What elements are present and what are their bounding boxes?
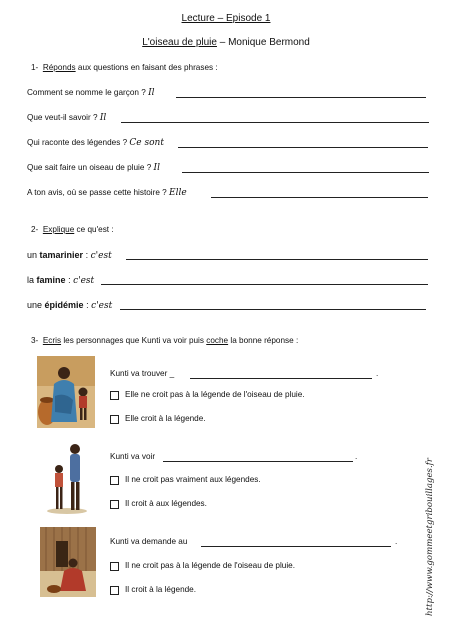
- group1-prompt: Kunti va trouver _: [110, 369, 175, 378]
- group3-option2-label: Il croit à la légende.: [125, 585, 197, 594]
- question-5: A ton avis, où se passe cette histoire ? Elle: [27, 188, 187, 198]
- term-2: la famine : c'est: [27, 275, 95, 286]
- group2-option2-checkbox[interactable]: [110, 500, 119, 509]
- group1-option1-checkbox[interactable]: [110, 391, 119, 400]
- illustration-old-man-hut: [40, 527, 96, 597]
- page-title: Lecture – Episode 1: [181, 13, 271, 24]
- book-title: L'oiseau de pluie: [142, 37, 217, 48]
- group3-prompt: Kunti va demande au: [110, 537, 188, 546]
- group3-answer-line[interactable]: [201, 546, 391, 547]
- group1-option2-label: Elle croit à la légende.: [125, 414, 206, 423]
- group3-option2-checkbox[interactable]: [110, 586, 119, 595]
- group2-end: .: [355, 452, 358, 461]
- question-1: Comment se nomme le garçon ? Il: [27, 88, 155, 98]
- definition-line-1[interactable]: [126, 259, 428, 260]
- watermark-url: [412, 448, 442, 618]
- illustration-mother: [37, 356, 95, 428]
- group1-end: .: [376, 369, 379, 378]
- answer-line-1[interactable]: [176, 97, 426, 98]
- group2-option1-checkbox[interactable]: [110, 476, 119, 485]
- answer-line-4[interactable]: [182, 172, 429, 173]
- page-subtitle: [0, 37, 452, 48]
- group1-option1-label: Elle ne croit pas à la légende de l'oiseau de pluie.: [125, 390, 305, 399]
- question-3: Qui raconte des légendes ? Ce sont: [27, 138, 164, 148]
- section1-heading: 1- Réponds aux questions en faisant des phrases :: [31, 63, 218, 72]
- answer-line-2[interactable]: [121, 122, 429, 123]
- illustration-man-and-boy: [45, 441, 90, 514]
- svg-text:http://www.gommeetgribouillage: http://www.gommeetgribouillages.fr: [425, 458, 435, 616]
- answer-line-3[interactable]: [178, 147, 428, 148]
- group3-end: .: [395, 537, 398, 546]
- group1-answer-line[interactable]: [190, 378, 372, 379]
- group1-option2-checkbox[interactable]: [110, 415, 119, 424]
- question-2: Que veut-il savoir ? Il: [27, 113, 107, 123]
- group2-answer-line[interactable]: [163, 461, 353, 462]
- section3-heading: 3- Ecris les personnages que Kunti va voir puis coche la bonne réponse :: [31, 336, 299, 345]
- section2-heading: 2- Explique ce qu'est :: [31, 225, 114, 234]
- definition-line-3[interactable]: [120, 309, 426, 310]
- definition-line-2[interactable]: [101, 284, 428, 285]
- group2-option1-label: Il ne croit pas vraiment aux légendes.: [125, 475, 261, 484]
- group3-option1-checkbox[interactable]: [110, 562, 119, 571]
- group3-option1-label: Il ne croit pas à la légende de l'oiseau de pluie.: [125, 561, 295, 570]
- group2-prompt: Kunti va voir: [110, 452, 156, 461]
- answer-line-5[interactable]: [211, 197, 428, 198]
- group2-option2-label: Il croit à aux légendes.: [125, 499, 207, 508]
- question-4: Que sait faire un oiseau de pluie ? Il: [27, 163, 160, 173]
- book-author: – Monique Bermond: [219, 37, 310, 48]
- term-1: un tamarinier : c'est: [27, 250, 112, 261]
- term-3: une épidémie : c'est: [27, 300, 113, 311]
